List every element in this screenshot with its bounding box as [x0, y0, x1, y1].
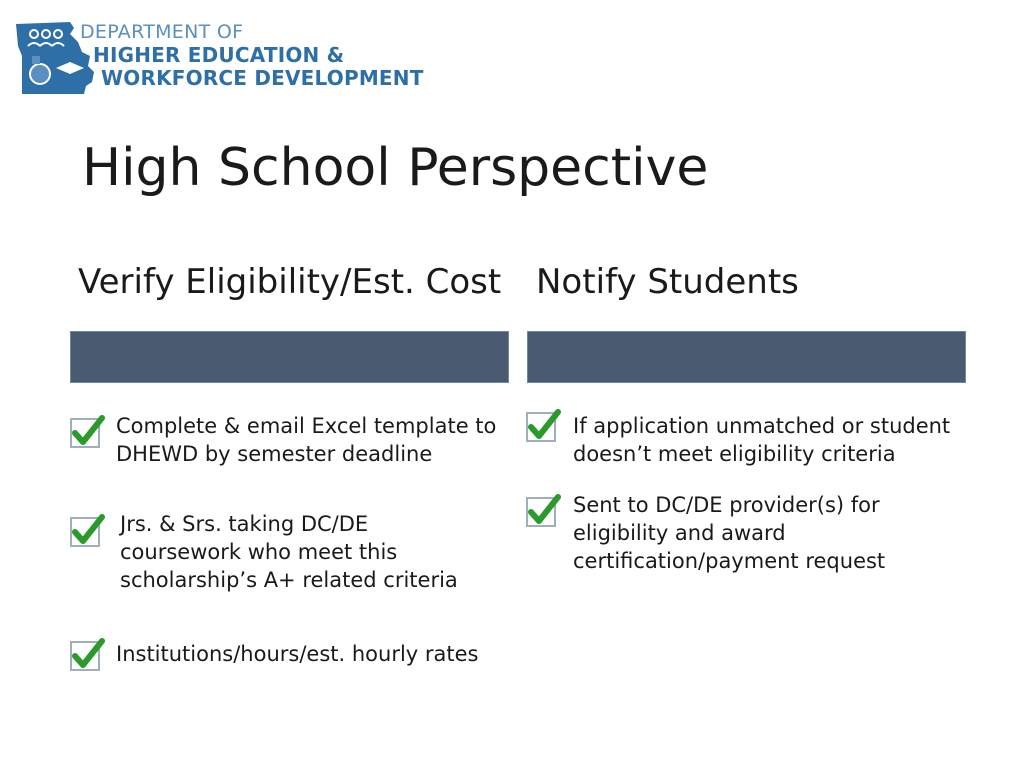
left-item-3: Institutions/hours/est. hourly rates [116, 642, 479, 666]
checkmark-icon [526, 497, 556, 527]
checkmark-icon [70, 517, 100, 547]
checkmark-icon [526, 412, 556, 442]
left-column-header-bar [70, 331, 509, 383]
right-column-header-bar [527, 331, 966, 383]
slide-title: High School Perspective [82, 138, 709, 198]
checkmark-icon [70, 418, 100, 448]
column-heading-verify-eligibility: Verify Eligibility/Est. Cost [78, 262, 502, 302]
column-heading-notify-students: Notify Students [536, 262, 799, 302]
logo-text-higher-education: HIGHER EDUCATION & [93, 43, 345, 67]
logo-text-department: DEPARTMENT OF [80, 21, 244, 43]
right-item-1: If application unmatched or student doesn’t meet eligibility criteria [573, 414, 951, 466]
left-item-2: Jrs. & Srs. taking DC/DE coursework who meet this scholarship’s A+ related criteria [120, 512, 458, 592]
checkmark-icon [70, 641, 100, 671]
right-item-2: Sent to DC/DE provider(s) for eligibility and award certification/payment request [573, 493, 886, 573]
logo-text-workforce-development: WORKFORCE DEVELOPMENT [101, 66, 424, 90]
left-item-1: Complete & email Excel template to DHEWD by semester deadline [116, 414, 497, 466]
